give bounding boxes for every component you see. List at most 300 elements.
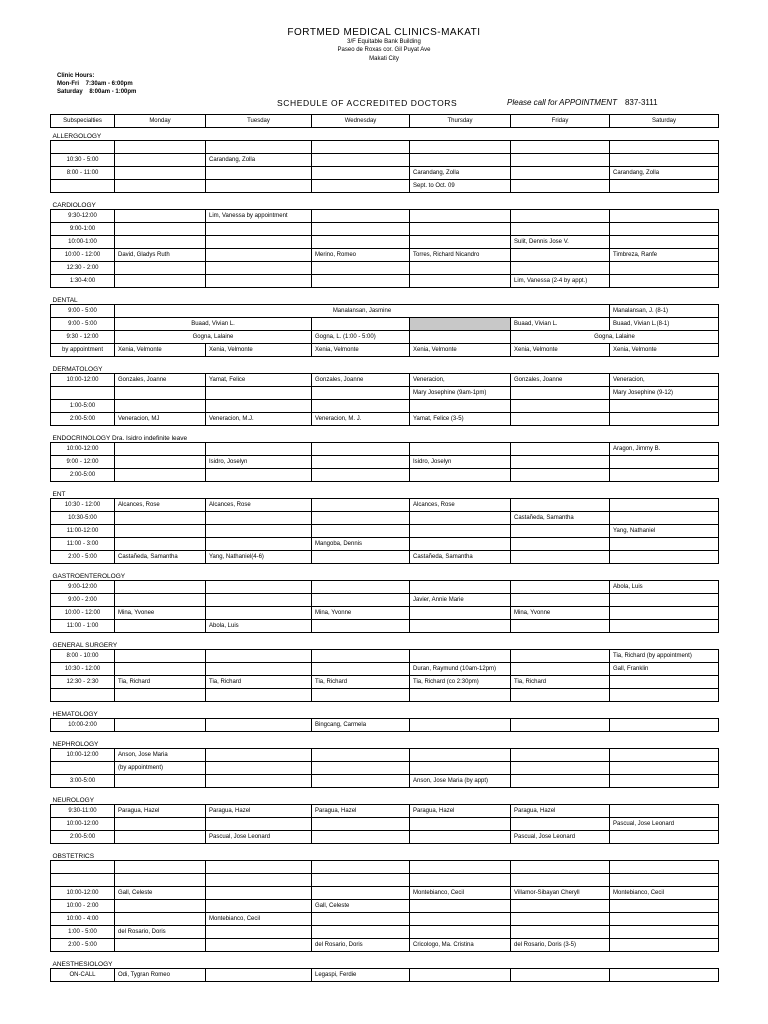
doctor-cell: [115, 861, 206, 874]
doctor-cell: Manalansan, J. (8-1): [610, 305, 719, 318]
doctor-cell: Odi, Tygran Romeo: [115, 969, 206, 982]
doctor-cell: Lim, Vanessa (2-4 by appt.): [511, 275, 610, 288]
doctor-cell: [410, 538, 511, 551]
doctor-cell: [511, 861, 610, 874]
doctor-cell: [511, 210, 610, 223]
doctor-cell: [511, 594, 610, 607]
time-slot-cell: [51, 387, 115, 400]
doctor-cell: Anson, Jose Maria (by appt): [410, 775, 511, 788]
doctor-cell: Xenia, Velmonte: [410, 344, 511, 357]
doctor-cell: [410, 818, 511, 831]
section-title: NEPHROLOGY: [52, 741, 99, 748]
doctor-cell: Paragua, Hazel: [511, 805, 610, 818]
doctor-cell: Sulit, Dennis Jose V.: [511, 236, 610, 249]
time-slot-cell: 10:00 - 12:00: [51, 607, 115, 620]
time-slot-cell: 1:00-5:00: [51, 400, 115, 413]
time-slot-cell: 3:00-5:00: [51, 775, 115, 788]
time-slot-cell: ON-CALL: [51, 969, 115, 982]
time-slot-cell: 10:00-12:00: [51, 887, 115, 900]
doctor-cell: [410, 154, 511, 167]
time-slot-cell: 10:00-12:00: [51, 749, 115, 762]
schedule-row: [51, 180, 719, 193]
doctor-cell: Mina, Yvonee: [115, 607, 206, 620]
doctor-cell: [610, 676, 719, 689]
doctor-cell: [511, 926, 610, 939]
doctor-cell: [115, 594, 206, 607]
doctor-cell: [115, 210, 206, 223]
doctor-cell: [511, 650, 610, 663]
column-header: Wednesday: [312, 115, 410, 128]
doctor-cell: [511, 581, 610, 594]
schedule-row: [51, 594, 719, 607]
column-header: Friday: [511, 115, 610, 128]
doctor-cell: [312, 650, 410, 663]
section-title-row: [51, 956, 719, 969]
phone-number: 837-3111: [624, 98, 658, 107]
doctor-cell: David, Gladys Ruth: [115, 249, 206, 262]
time-slot-cell: 10:00-1:00: [51, 236, 115, 249]
doctor-cell: [610, 969, 719, 982]
time-slot-cell: 10:00-12:00: [51, 374, 115, 387]
time-slot-cell: 8:00 - 10:00: [51, 650, 115, 663]
doctor-cell: [312, 236, 410, 249]
doctor-cell: [312, 443, 410, 456]
schedule-row: [51, 499, 719, 512]
doctor-cell: Mary Josephine (9am-1pm): [410, 387, 511, 400]
doctor-cell: [312, 387, 410, 400]
schedule-row: [51, 275, 719, 288]
doctor-cell: Aragon, Jimmy B.: [610, 443, 719, 456]
doctor-cell: [511, 262, 610, 275]
doctor-cell: [410, 236, 511, 249]
doctor-cell: [610, 861, 719, 874]
doctor-cell: [115, 900, 206, 913]
doctor-cell: Duran, Raymund (10am-12pm): [410, 663, 511, 676]
doctor-cell: [206, 167, 312, 180]
doctor-cell: [410, 861, 511, 874]
doctor-cell: (by appointment): [115, 762, 206, 775]
doctor-cell: [610, 594, 719, 607]
doctor-cell: [312, 210, 410, 223]
doctor-cell: [610, 939, 719, 952]
doctor-cell: Mangoba, Dennis: [312, 538, 410, 551]
schedule-title: SCHEDULE OF ACCREDITED DOCTORS: [277, 98, 458, 108]
doctor-cell: [511, 469, 610, 482]
schedule-row: [51, 469, 719, 482]
appointment-note: [507, 98, 658, 107]
doctor-cell: [206, 663, 312, 676]
doctor-cell: [312, 663, 410, 676]
time-slot-cell: 2:00 - 5:00: [51, 939, 115, 952]
doctor-cell: [312, 167, 410, 180]
doctor-cell: [115, 538, 206, 551]
doctor-cell: Castañeda, Samantha: [410, 551, 511, 564]
schedule-row: [51, 887, 719, 900]
doctor-cell: [410, 469, 511, 482]
doctor-cell: [511, 499, 610, 512]
doctor-cell: [511, 762, 610, 775]
doctor-cell: [410, 443, 511, 456]
time-slot-cell: 9:00 - 12:00: [51, 456, 115, 469]
doctor-cell: Isidro, Joselyn: [410, 456, 511, 469]
time-slot-cell: 9:00 - 5:00: [51, 318, 115, 331]
section-title-row: [51, 197, 719, 210]
doctor-cell: Cricologo, Ma. Cristina: [410, 939, 511, 952]
doctor-cell: [206, 400, 312, 413]
doctor-cell: Torres, Richard Nicandro: [410, 249, 511, 262]
clinic-hours-saturday: Saturday 8:00am - 1:00pm: [57, 89, 137, 95]
time-slot-cell: 11:00 - 1:00: [51, 620, 115, 633]
doctor-cell: Alcances, Rose: [410, 499, 511, 512]
doctor-cell: [206, 749, 312, 762]
doctor-cell: [115, 141, 206, 154]
doctor-cell: [410, 275, 511, 288]
section-title-row: [51, 361, 719, 374]
doctor-cell: [115, 581, 206, 594]
doctor-cell: [410, 831, 511, 844]
section-title: ENDOCRINOLOGY Dra. Isidro indefinite leave: [52, 435, 188, 442]
doctor-cell: [410, 749, 511, 762]
section-gap: [51, 982, 719, 987]
doctor-cell: [115, 400, 206, 413]
doctor-cell: [610, 874, 719, 887]
doctor-cell: Montebianco, Cecil: [410, 887, 511, 900]
doctor-cell: [115, 167, 206, 180]
time-slot-cell: 2:00-5:00: [51, 469, 115, 482]
schedule-row: [51, 456, 719, 469]
doctor-cell: [511, 525, 610, 538]
doctor-cell: [206, 926, 312, 939]
doctor-cell: [610, 275, 719, 288]
time-slot-cell: 2:00-5:00: [51, 413, 115, 426]
time-slot-cell: 2:00 - 5:00: [51, 551, 115, 564]
doctor-cell: Paragua, Hazel: [115, 805, 206, 818]
time-slot-cell: 10:00-12:00: [51, 443, 115, 456]
doctor-cell: Mina, Yvonne: [511, 607, 610, 620]
doctor-cell: [610, 236, 719, 249]
doctor-cell: [312, 275, 410, 288]
doctor-cell: Veneracion,: [610, 374, 719, 387]
doctor-cell: Anson, Jose Maria: [115, 749, 206, 762]
schedule-row: [51, 305, 719, 318]
doctor-cell: [115, 525, 206, 538]
doctor-cell: Gonzales, Joanne: [312, 374, 410, 387]
doctor-cell: [610, 262, 719, 275]
doctor-cell: [312, 318, 410, 331]
doctor-cell: [115, 456, 206, 469]
doctor-cell: [610, 805, 719, 818]
doctor-cell: [511, 663, 610, 676]
section-title-row: [51, 486, 719, 499]
schedule-row: [51, 210, 719, 223]
doctor-cell: [312, 400, 410, 413]
doctor-cell: Sept. to Oct. 09: [410, 180, 511, 193]
time-slot-cell: [51, 874, 115, 887]
column-header: Subspecialties: [51, 115, 115, 128]
doctor-cell: Gogna, Lalaine: [511, 331, 719, 344]
doctor-cell: [312, 512, 410, 525]
doctor-cell: [206, 141, 312, 154]
doctor-cell: [206, 607, 312, 620]
doctor-cell: [511, 223, 610, 236]
time-slot-cell: 12:30 - 2:30: [51, 676, 115, 689]
doctor-cell: [511, 775, 610, 788]
doctor-cell: [610, 512, 719, 525]
section-title-row: [51, 736, 719, 749]
doctor-cell: Buaad, Vivian L.: [115, 318, 312, 331]
doctor-cell: [115, 262, 206, 275]
doctor-cell: Gogna, L. (1:00 - 5:00): [312, 331, 410, 344]
schedule-row: [51, 387, 719, 400]
time-slot-cell: 9:00 - 2:00: [51, 594, 115, 607]
schedule-row: [51, 374, 719, 387]
doctor-cell: Gonzales, Joanne: [115, 374, 206, 387]
schedule-row: [51, 719, 719, 732]
doctor-cell: [410, 318, 511, 331]
section-title: CARDIOLOGY: [52, 202, 96, 209]
doctor-cell: Carandang, Zolla: [410, 167, 511, 180]
section-title: NEUROLOGY: [52, 797, 95, 804]
doctor-cell: [610, 926, 719, 939]
doctor-cell: [312, 831, 410, 844]
doctor-cell: [312, 581, 410, 594]
doctor-cell: [610, 413, 719, 426]
doctor-cell: [511, 249, 610, 262]
doctor-cell: Xenia, Velmonte: [115, 344, 206, 357]
column-header: Monday: [115, 115, 206, 128]
doctor-cell: [312, 887, 410, 900]
doctor-cell: Alcances, Rose: [115, 499, 206, 512]
time-slot-cell: 9:30-11:00: [51, 805, 115, 818]
doctor-cell: [410, 607, 511, 620]
doctor-cell: del Rosario, Doris: [115, 926, 206, 939]
doctor-cell: [610, 180, 719, 193]
time-slot-cell: 10:30 - 12:00: [51, 663, 115, 676]
doctor-cell: [410, 913, 511, 926]
doctor-cell: [610, 831, 719, 844]
section-title-row: [51, 292, 719, 305]
doctor-cell: [115, 663, 206, 676]
doctor-cell: [115, 874, 206, 887]
doctor-cell: del Rosario, Doris: [312, 939, 410, 952]
doctor-cell: [312, 551, 410, 564]
section-title-row: [51, 792, 719, 805]
doctor-cell: [115, 620, 206, 633]
doctor-cell: [115, 689, 206, 702]
doctor-cell: [610, 223, 719, 236]
schedule-row: [51, 154, 719, 167]
doctor-cell: Carandang, Zolla: [610, 167, 719, 180]
doctor-cell: [312, 861, 410, 874]
doctor-cell: Tia, Richard: [511, 676, 610, 689]
section-title: OBSTETRICS: [52, 853, 95, 860]
doctor-cell: [610, 538, 719, 551]
doctor-cell: [206, 538, 312, 551]
section-title-row: [51, 637, 719, 650]
doctor-cell: [312, 620, 410, 633]
doctor-cell: [115, 831, 206, 844]
doctor-cell: [610, 775, 719, 788]
doctor-cell: [206, 719, 312, 732]
schedule-row: [51, 874, 719, 887]
time-slot-cell: 11:00 - 3:00: [51, 538, 115, 551]
doctor-cell: Bingcang, Carmela: [312, 719, 410, 732]
doctor-cell: [115, 775, 206, 788]
section-title: ALLERGOLOGY: [52, 133, 102, 140]
doctor-cell: [511, 154, 610, 167]
schedule-row: [51, 236, 719, 249]
doctor-cell: [206, 650, 312, 663]
doctor-cell: [115, 180, 206, 193]
doctor-cell: Veneracion, M.J.: [206, 413, 312, 426]
clinic-hours-title: Clinic Hours:: [57, 73, 95, 79]
doctor-cell: [312, 456, 410, 469]
schedule-table: [50, 114, 719, 986]
doctor-cell: [312, 154, 410, 167]
clinic-hours-weekday: Mon-Fri 7:30am - 6:00pm: [57, 81, 133, 87]
section-title-row: [51, 568, 719, 581]
doctor-cell: [610, 762, 719, 775]
schedule-row: [51, 551, 719, 564]
section-title: GASTROENTEROLOGY: [52, 573, 126, 580]
time-slot-cell: 9:00-1:00: [51, 223, 115, 236]
doctor-cell: [312, 180, 410, 193]
doctor-cell: Gall, Celeste: [115, 887, 206, 900]
doctor-cell: [206, 581, 312, 594]
doctor-cell: Abola, Luis: [206, 620, 312, 633]
schedule-row: [51, 249, 719, 262]
schedule-row: [51, 805, 719, 818]
schedule-row: [51, 913, 719, 926]
doctor-cell: Tia, Richard (co 2:30pm): [410, 676, 511, 689]
time-slot-cell: [51, 861, 115, 874]
doctor-cell: [610, 154, 719, 167]
doctor-cell: [410, 620, 511, 633]
doctor-cell: [206, 262, 312, 275]
schedule-row: [51, 223, 719, 236]
schedule-row: [51, 538, 719, 551]
doctor-cell: Paragua, Hazel: [410, 805, 511, 818]
doctor-cell: [206, 594, 312, 607]
doctor-cell: [206, 443, 312, 456]
doctor-cell: [410, 719, 511, 732]
doctor-cell: Pascual, Jose Leonard: [206, 831, 312, 844]
doctor-cell: [312, 818, 410, 831]
section-title-row: [51, 848, 719, 861]
column-header: Thursday: [410, 115, 511, 128]
doctor-cell: [312, 913, 410, 926]
address-line-1: 3/F Equitable Bank Building: [347, 39, 421, 45]
doctor-cell: [115, 154, 206, 167]
doctor-cell: [410, 969, 511, 982]
doctor-cell: Lim, Vanessa by appointment: [206, 210, 312, 223]
doctor-cell: [206, 874, 312, 887]
time-slot-cell: [51, 180, 115, 193]
doctor-cell: [511, 141, 610, 154]
doctor-cell: [410, 525, 511, 538]
doctor-cell: [610, 210, 719, 223]
doctor-cell: [610, 469, 719, 482]
doctor-cell: [511, 180, 610, 193]
doctor-cell: [610, 620, 719, 633]
doctor-cell: Manalansan, Jasmine: [115, 305, 610, 318]
doctor-cell: [511, 900, 610, 913]
doctor-cell: [206, 887, 312, 900]
doctor-cell: Pascual, Jose Leonard: [610, 818, 719, 831]
doctor-cell: Yang, Nathaniel: [610, 525, 719, 538]
doctor-cell: [312, 775, 410, 788]
schedule-row: [51, 167, 719, 180]
doctor-cell: Timbreza, Ranfe: [610, 249, 719, 262]
doctor-cell: [610, 456, 719, 469]
doctor-cell: [115, 719, 206, 732]
doctor-cell: [511, 874, 610, 887]
doctor-cell: [610, 749, 719, 762]
doctor-cell: Gogna, Lalaine: [115, 331, 312, 344]
doctor-cell: [511, 689, 610, 702]
doctor-cell: [511, 620, 610, 633]
doctor-cell: [511, 719, 610, 732]
doctor-cell: Mary Josephine (9-12): [610, 387, 719, 400]
time-slot-cell: 9:00-12:00: [51, 581, 115, 594]
doctor-cell: [312, 762, 410, 775]
section-title: HEMATOLOGY: [52, 711, 98, 718]
section-title: ANESTHESIOLOGY: [52, 961, 113, 968]
doctor-cell: Castañeda, Samantha: [115, 551, 206, 564]
schedule-row: [51, 607, 719, 620]
schedule-row: [51, 413, 719, 426]
schedule-row: [51, 676, 719, 689]
doctor-cell: Castañeda, Samantha: [511, 512, 610, 525]
time-slot-cell: 9:30 - 12:00: [51, 331, 115, 344]
section-title-row: [51, 706, 719, 719]
doctor-cell: [610, 400, 719, 413]
column-header: Saturday: [610, 115, 719, 128]
doctor-cell: Xenia, Velmonte: [610, 344, 719, 357]
doctor-cell: Yamat, Felice: [206, 374, 312, 387]
section-title: DENTAL: [52, 297, 78, 304]
doctor-cell: [115, 650, 206, 663]
doctor-cell: [115, 913, 206, 926]
time-slot-cell: [51, 762, 115, 775]
doctor-cell: [312, 223, 410, 236]
doctor-cell: [312, 262, 410, 275]
doctor-cell: Paragua, Hazel: [312, 805, 410, 818]
doctor-cell: [410, 650, 511, 663]
time-slot-cell: 12:30 - 2:00: [51, 262, 115, 275]
schedule-row: [51, 620, 719, 633]
schedule-row: [51, 762, 719, 775]
doctor-cell: [206, 223, 312, 236]
doctor-cell: Buaad, Vivian L.(8-1): [610, 318, 719, 331]
doctor-cell: Veneracion, M. J.: [312, 413, 410, 426]
doctor-cell: del Rosario, Doris (3-5): [511, 939, 610, 952]
doctor-cell: Montebianco, Cecil: [610, 887, 719, 900]
doctor-cell: [206, 775, 312, 788]
schedule-row: [51, 318, 719, 331]
schedule-row: [51, 861, 719, 874]
doctor-cell: Javier, Annie Marie: [410, 594, 511, 607]
doctor-cell: [610, 913, 719, 926]
doctor-cell: [206, 861, 312, 874]
doctor-cell: [511, 551, 610, 564]
doctor-cell: [610, 719, 719, 732]
doctor-cell: Mina, Yvonne: [312, 607, 410, 620]
clinic-hours: [57, 72, 136, 96]
schedule-row: [51, 939, 719, 952]
section-gap-cell: [51, 982, 719, 987]
time-slot-cell: 10:30-5:00: [51, 512, 115, 525]
